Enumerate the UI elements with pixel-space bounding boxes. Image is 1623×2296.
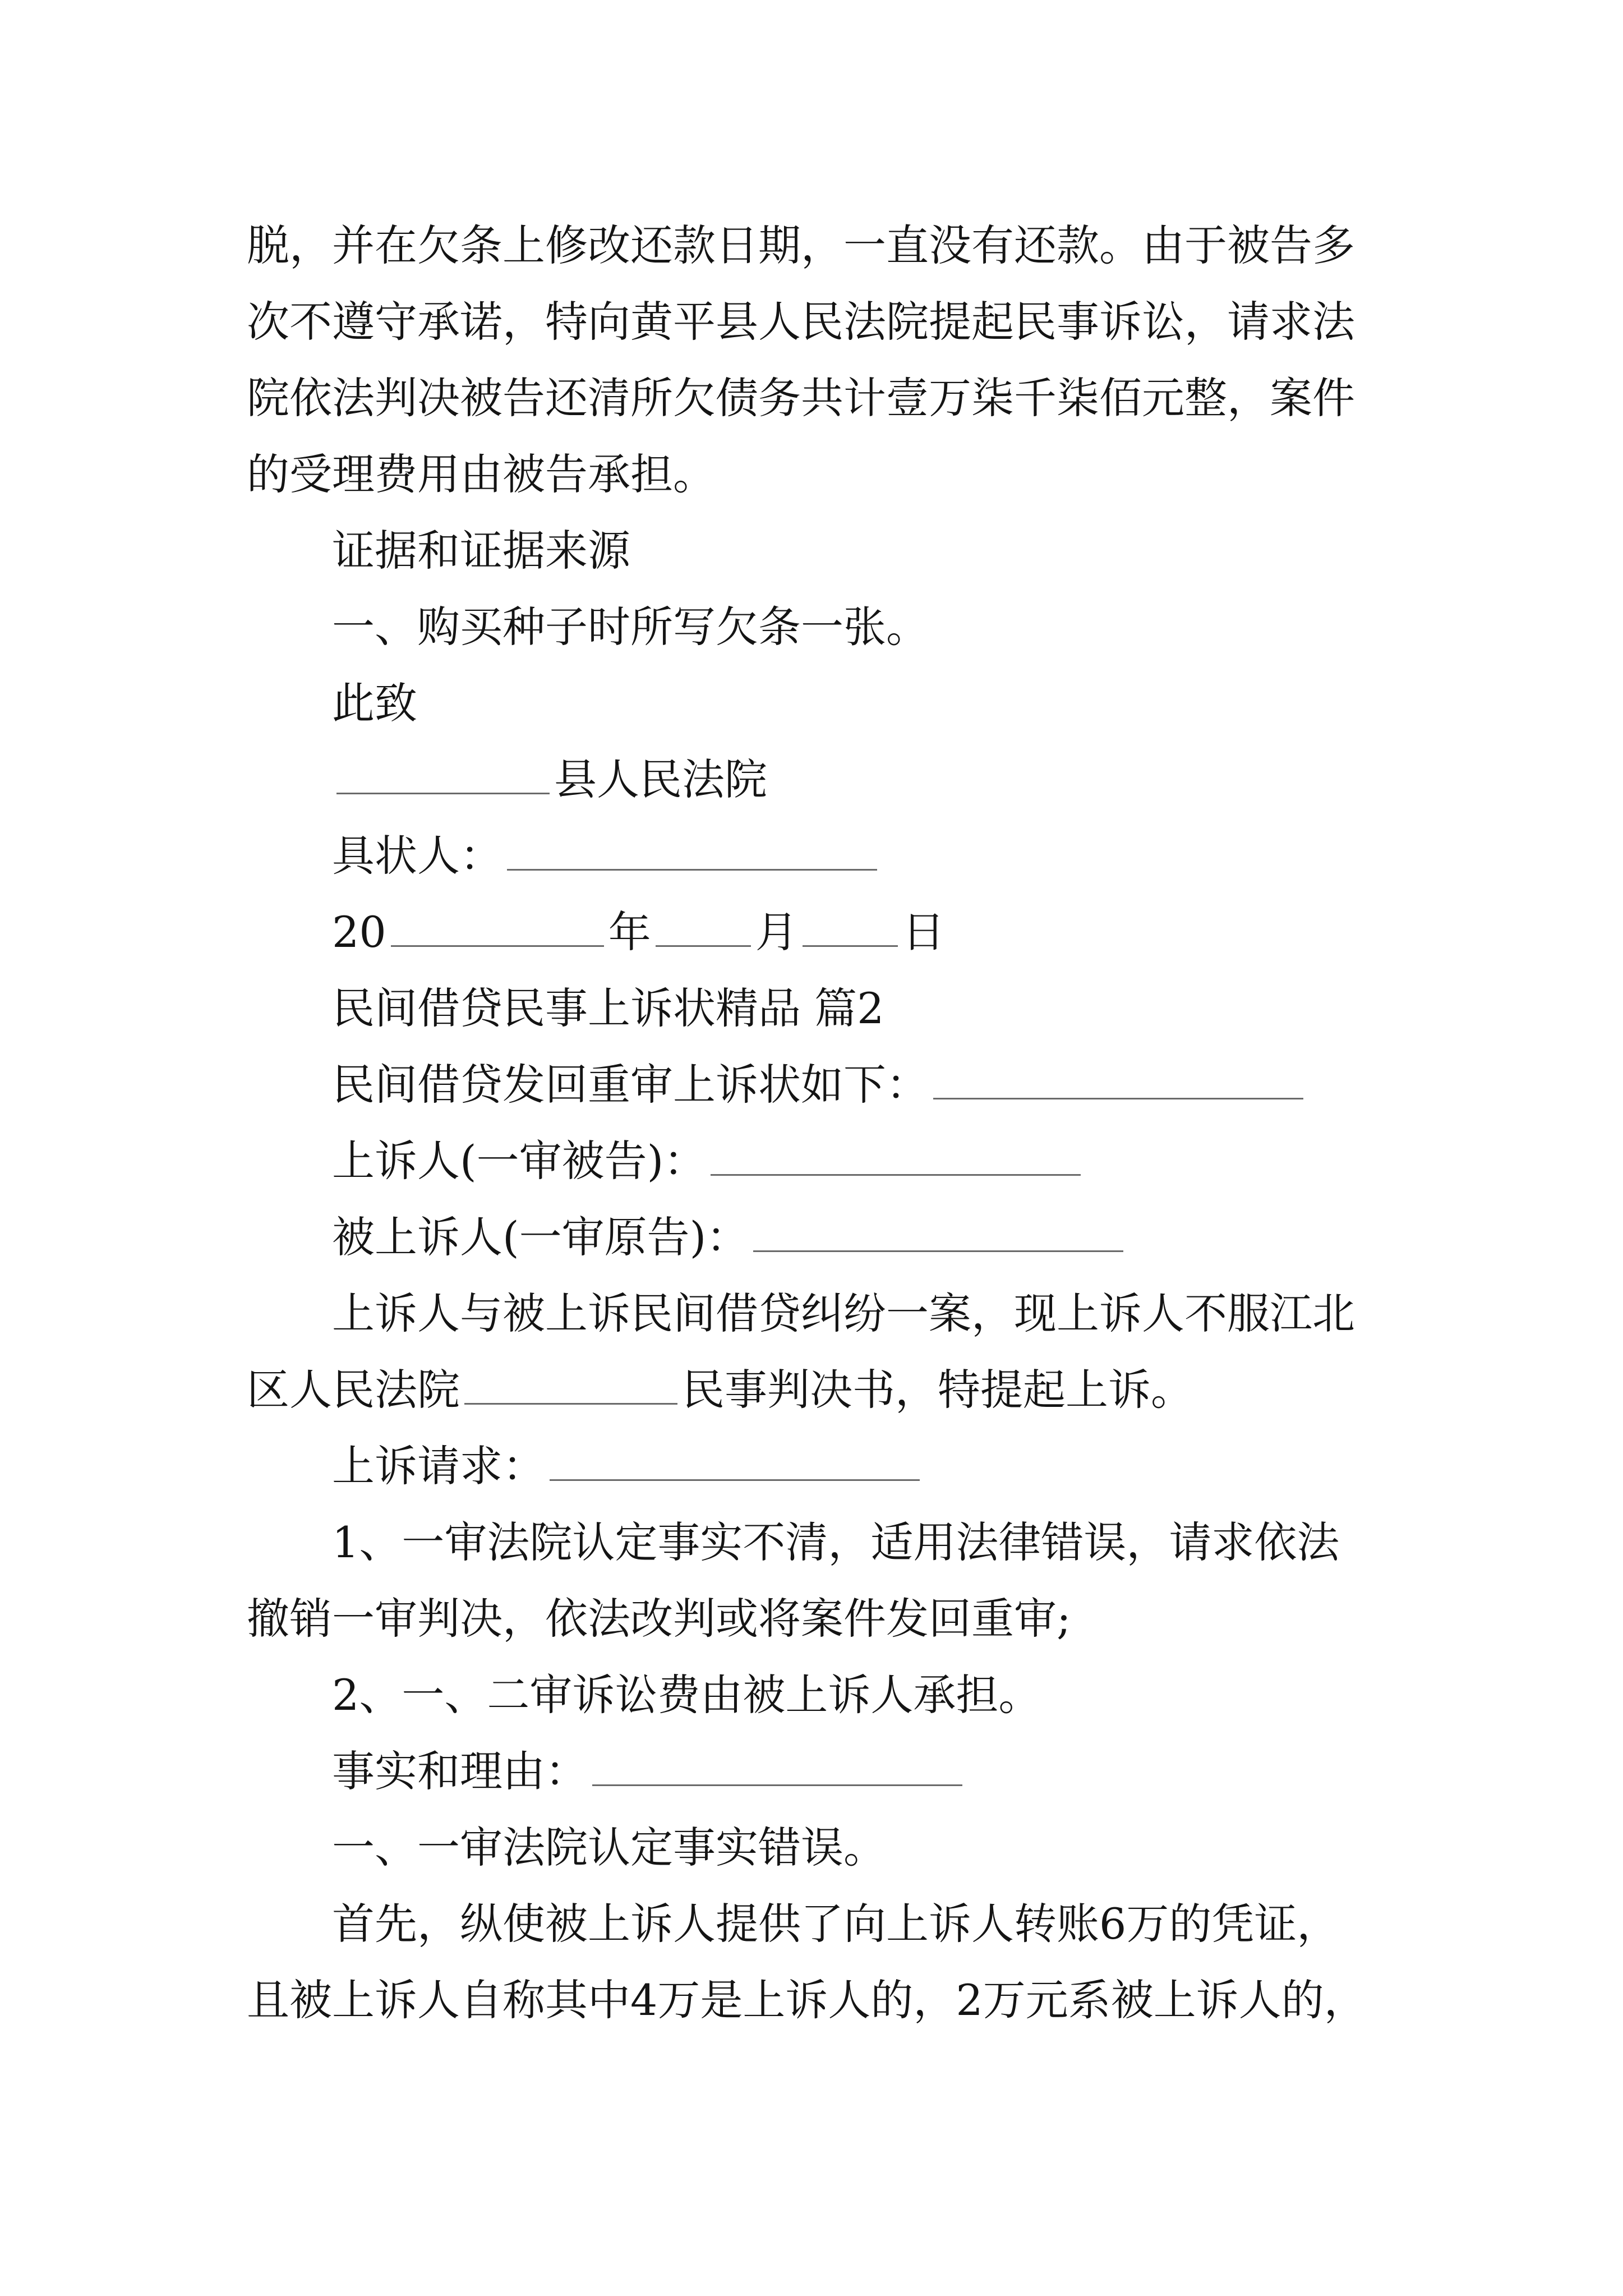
text-line: 撤销一审判决，依法改判或将案件发回重审; — [247, 1594, 1071, 1644]
plaintiff-blank — [507, 868, 877, 871]
appellee-blank — [753, 1250, 1123, 1252]
year-label: 年 — [608, 907, 651, 957]
appellant-blank — [711, 1174, 1081, 1176]
text-line: 院依法判决被告还清所欠债务共计壹万柒千柒佰元整，案件 — [247, 373, 1355, 423]
month-blank — [656, 945, 751, 947]
judgment-number-blank — [464, 1402, 677, 1405]
day-label: 日 — [902, 907, 945, 957]
court-label: 县人民法院 — [554, 754, 767, 804]
facts-reasons-blank — [592, 1784, 962, 1786]
appellant-line — [247, 1123, 1376, 1199]
appeal-request-blank — [550, 1479, 920, 1481]
intro-line — [247, 1047, 1376, 1123]
facts-reasons-line — [247, 1733, 1376, 1810]
court-line — [247, 742, 1376, 818]
intro-blank — [933, 1097, 1303, 1099]
section-heading-evidence: 证据和证据来源 — [332, 526, 630, 576]
appeal-request-line — [247, 1428, 1376, 1504]
article-title: 民间借贷民事上诉状精品 篇2 — [332, 983, 884, 1033]
year-blank — [391, 945, 604, 947]
judgment-line — [247, 1352, 1376, 1428]
text-line: 首先，纵使被上诉人提供了向上诉人转账6万的凭证， — [332, 1899, 1340, 1949]
text-line: 的受理费用由被告承担。 — [247, 449, 716, 499]
court-district-label: 区人民法院 — [247, 1365, 460, 1415]
request-item: 2、一、二审诉讼费由被上诉人承担。 — [332, 1670, 1041, 1720]
court-name-blank — [336, 792, 550, 794]
appeal-request-label: 上诉请求： — [332, 1441, 545, 1491]
appellant-label: 上诉人(一审被告)： — [332, 1136, 707, 1186]
salutation: 此致 — [332, 678, 417, 728]
request-item: 1、一审法院认定事实不清，适用法律错误，请求依法 — [332, 1517, 1340, 1567]
text-line: 次不遵守承诺，特向黄平县人民法院提起民事诉讼，请求法 — [247, 297, 1355, 347]
year-prefix: 20 — [332, 907, 386, 957]
month-label: 月 — [755, 907, 798, 957]
evidence-item: 一、购买种子时所写欠条一张。 — [332, 602, 929, 652]
intro-label: 民间借贷发回重审上诉状如下： — [332, 1060, 929, 1110]
judgment-text: 民事判决书，特提起上诉。 — [682, 1365, 1193, 1415]
appellee-label: 被上诉人(一审原告)： — [332, 1212, 749, 1262]
reason-heading: 一、一审法院认定事实错误。 — [332, 1823, 886, 1872]
text-line: 且被上诉人自称其中4万是上诉人的，2万元系被上诉人的， — [247, 1975, 1367, 2025]
appellee-line — [247, 1199, 1376, 1276]
plaintiff-signature-line — [247, 818, 1376, 894]
text-line: 上诉人与被上诉民间借贷纠纷一案，现上诉人不服江北 — [332, 1289, 1355, 1338]
plaintiff-label: 具状人： — [332, 831, 502, 881]
facts-reasons-label: 事实和理由： — [332, 1746, 588, 1796]
date-line — [247, 894, 1376, 970]
text-line: 脱，并在欠条上修改还款日期，一直没有还款。由于被告多 — [247, 220, 1355, 270]
day-blank — [803, 945, 898, 947]
